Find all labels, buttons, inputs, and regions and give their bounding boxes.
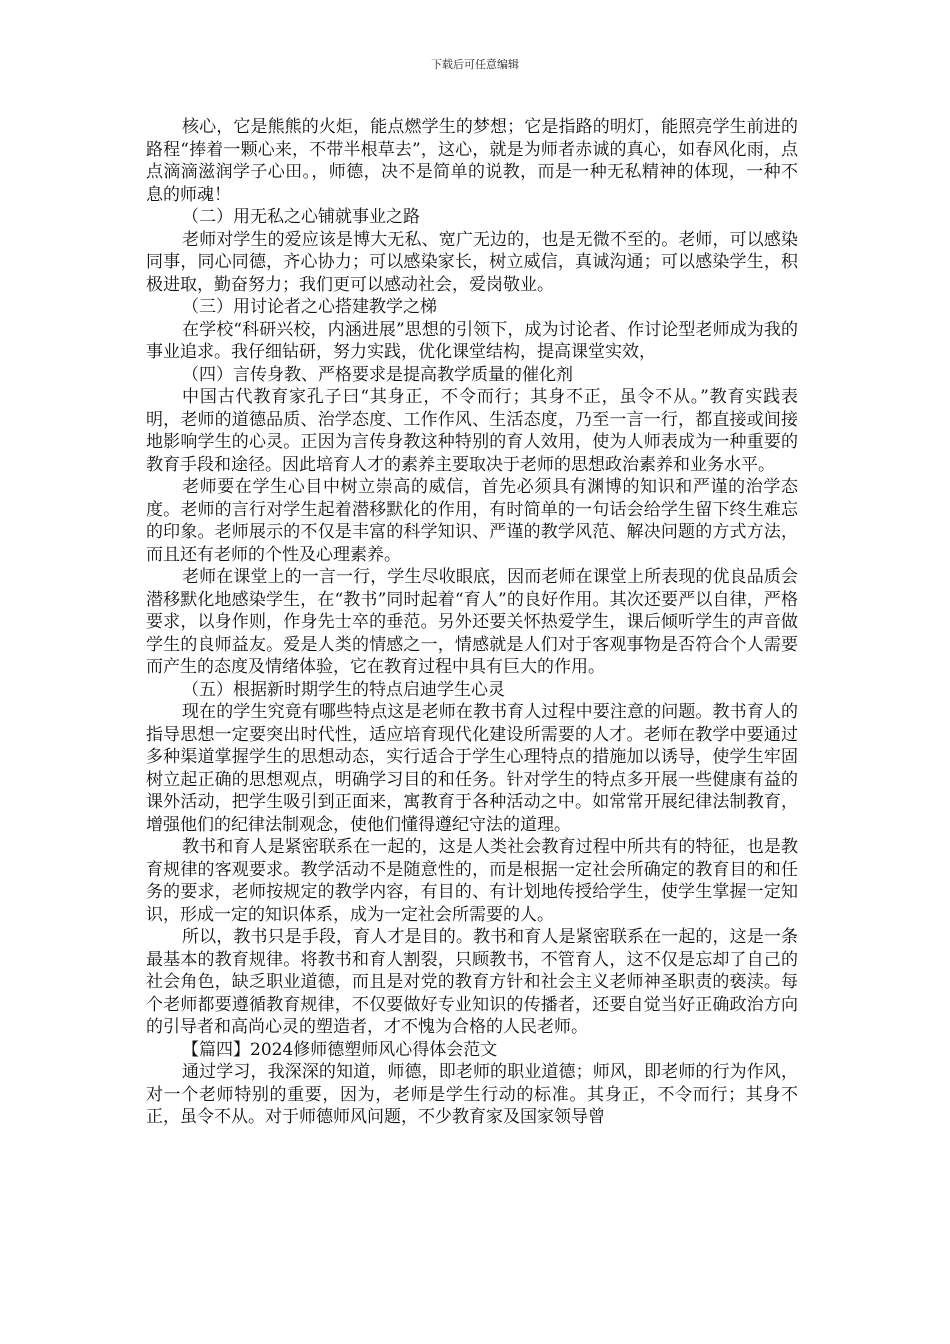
section-heading-4: （四）言传身教、严格要求是提高教学质量的催化剂 — [182, 364, 573, 385]
paragraph: 现在的学生究竟有哪些特点这是老师在教书育人过程中要注意的问题。教书育人的指导思想一定要突出时代性，适应培育现代化建设所需要的人才。老师在教学中要通过多种渠道掌握学生的思想动态，实行适合于学生心理特点的措施加以诱导，使学生牢固树立起正确的思想观点，明确学习目的和任务。针对学生的特点多开展一些健康有益的课外活动，把学生吸引到正面来，寓教育于各种活动之中。如常常开展纪律法制教育，增强他们的纪律法制观念，使他们懂得遵纪守法的道理。 — [146, 702, 798, 835]
paragraph: 通过学习，我深深的知道，师德，即老师的职业道德；师风，即老师的行为作风，对一个老师特别的重要，因为，老师是学生行动的标准。其身正，不令而行；其身不正，虽令不从。对于师德师风问题，不少教育家及国家领导曾 — [146, 1062, 798, 1127]
paragraph: 老师对学生的爱应该是博大无私、宽广无边的，也是无微不至的。老师，可以感染同事，同心同德，齐心协力；可以感染家长，树立威信，真诚沟通；可以感染学生，积极进取，勤奋努力；我们更可以感动社会，爱岗敬业。 — [146, 229, 798, 295]
paragraph: 老师在课堂上的一言一行，学生尽收眼底，因而老师在课堂上所表现的优良品质会潜移默化地感染学生，在“教书”同时起着“育人”的良好作用。其次还要严以自律，严格要求，以身作则，作身先士卒的垂范。另外还要关怀热爱学生，课后倾听学生的声音做学生的良师益友。爱是人类的情感之一，情感就是人们对于客观事物是否符合个人需要而产生的态度及情绪体验，它在教育过程中具有巨大的作用。 — [146, 567, 798, 677]
section-heading-2: （二）用无私之心铺就事业之路 — [182, 207, 420, 227]
paragraph-continuation: 核心，它是熊熊的火炬，能点燃学生的梦想；它是指路的明灯，能照亮学生前进的路程“捧着一颗心来，不带半根草去”，这心，就是为师者赤诚的真心，如春风化雨，点点滴滴滋润学子心田。，师德，决不是简单的说教，而是一种无私精神的体现，一种不息的师魂！ — [146, 117, 798, 205]
page-header-note: 下载后可任意编辑 — [431, 58, 519, 71]
section-heading-3: （三）用讨论者之心搭建教学之梯 — [182, 297, 437, 317]
paragraph: 所以，教书只是手段，育人才是目的。教书和育人是紧密联系在一起的，这是一条最基本的教育规律。将教书和育人割裂，只顾教书，不管育人，这不仅是忘却了自己的社会角色，缺乏职业道德，而且是对党的教育方针和社会主义老师神圣职责的亵渎。每个老师都要遵循教育规律，不仅要做好专业知识的传播者，还要自觉当好正确政治方向的引导者和高尚心灵的塑造者，才不愧为合格的人民老师。 — [146, 927, 798, 1037]
section-heading-5: （五）根据新时期学生的特点启迪学生心灵 — [182, 679, 505, 700]
paragraph: 在学校“科研兴校，内涵进展”思想的引领下，成为讨论者、作讨论型老师成为我的事业追求。我仔细钻研，努力实践，优化课堂结构，提高课堂实效， — [146, 319, 798, 362]
article-title-part-four: 【篇四】2024修师德塑师风心得体会范文 — [182, 1039, 498, 1060]
paragraph: 老师要在学生心目中树立崇高的威信，首先必须具有渊博的知识和严谨的治学态度。老师的言行对学生起着潜移默化的作用，有时简单的一句话会给学生留下终生难忘的印象。老师展示的不仅是丰富的科学知识、严谨的教学风范、解决问题的方式方法，而且还有老师的个性及心理素养。 — [146, 477, 798, 565]
paragraph: 教书和育人是紧密联系在一起的，这是人类社会教育过程中所共有的特征，也是教育规律的客观要求。教学活动不是随意性的，而是根据一定社会所确定的教育目的和任务的要求，老师按规定的教学内容，有目的、有计划地传授给学生，使学生掌握一定知识，形成一定的知识体系，成为一定社会所需要的人。 — [146, 837, 798, 925]
paragraph: 中国古代教育家孔子曰“其身正，不令而行；其身不正，虽令不从。”教育实践表明，老师的道德品质、治学态度、工作作风、生活态度，乃至一言一行，都直接或间接地影响学生的心灵。正因为言传身教这种特别的育人效用，使为人师表成为一种重要的教育手段和途径。因此培育人才的素养主要取决于老师的思想政治素养和业务水平。 — [146, 387, 798, 475]
document-body — [146, 116, 798, 1129]
